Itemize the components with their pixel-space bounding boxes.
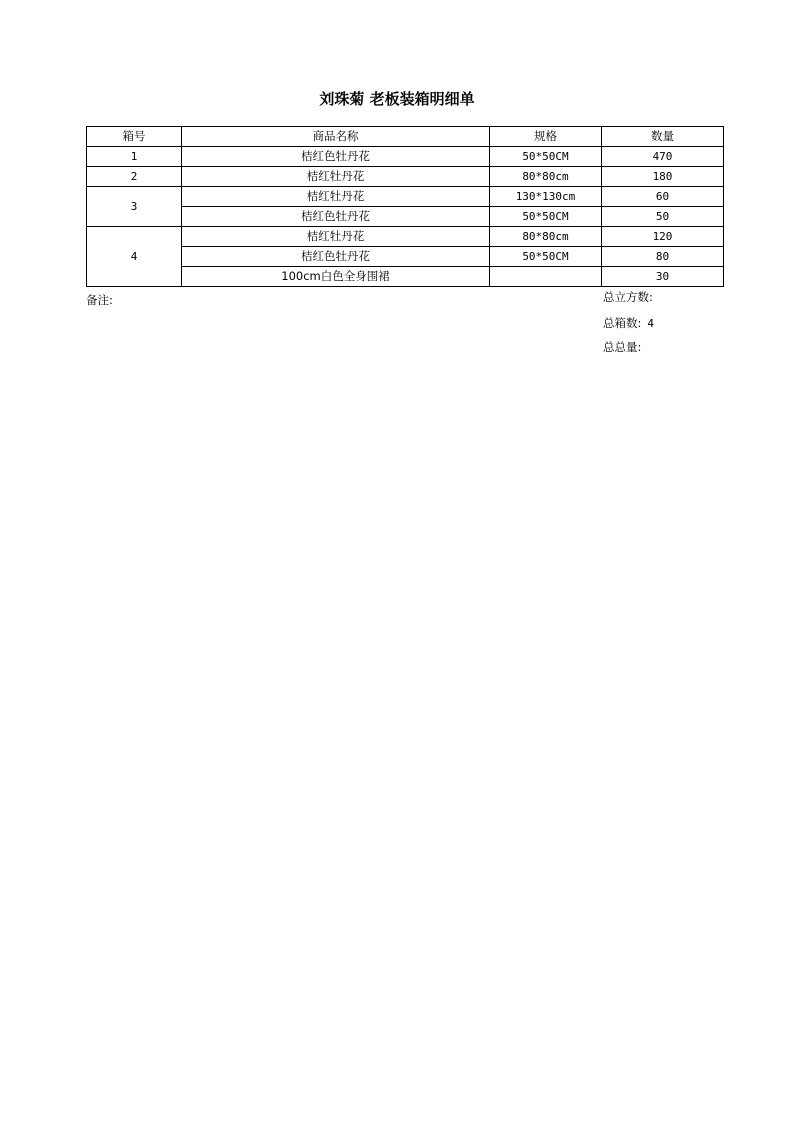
- table-row: [87, 147, 724, 167]
- spec-cell: 50*50CM: [490, 247, 602, 267]
- quantity-cell: 180: [602, 167, 724, 187]
- box-number-cell: 1: [87, 147, 182, 167]
- table-row: [87, 227, 724, 247]
- header-box-no: 箱号: [87, 127, 182, 147]
- spec-cell: 130*130cm: [490, 187, 602, 207]
- quantity-cell: 80: [602, 247, 724, 267]
- quantity-cell: 470: [602, 147, 724, 167]
- product-name-cell: 桔红色牡丹花: [182, 147, 490, 167]
- table-row: [87, 247, 724, 267]
- spec-cell: [490, 267, 602, 287]
- table-header-row: [87, 127, 724, 147]
- product-name-cell: 桔红色牡丹花: [182, 247, 490, 267]
- total-boxes-value: 4: [647, 317, 654, 330]
- quantity-cell: 60: [602, 187, 724, 207]
- header-spec: 规格: [490, 127, 602, 147]
- total-volume-label: 总立方数:: [603, 290, 653, 304]
- spec-cell: 80*80cm: [490, 227, 602, 247]
- product-name-cell: 100cm白色全身围裙: [182, 267, 490, 287]
- box-number-cell: 3: [87, 187, 182, 227]
- quantity-cell: 120: [602, 227, 724, 247]
- quantity-cell: 50: [602, 207, 724, 227]
- product-name-cell: 桔红色牡丹花: [182, 207, 490, 227]
- table-row: [87, 207, 724, 227]
- header-quantity: 数量: [602, 127, 724, 147]
- page-title: 刘珠菊 老板装箱明细单: [319, 90, 475, 108]
- box-number-cell: 2: [87, 167, 182, 187]
- product-name-cell: 桔红牡丹花: [182, 227, 490, 247]
- spec-cell: 80*80cm: [490, 167, 602, 187]
- product-name-cell: 桔红牡丹花: [182, 187, 490, 207]
- total-boxes-label: 总箱数:: [603, 316, 642, 330]
- remark-label: 备注:: [86, 293, 113, 307]
- header-product-name: 商品名称: [182, 127, 490, 147]
- table-row: [87, 267, 724, 287]
- total-boxes-line: [603, 315, 654, 331]
- quantity-cell: 30: [602, 267, 724, 287]
- table-row: [87, 167, 724, 187]
- spec-cell: 50*50CM: [490, 207, 602, 227]
- packing-list-table: [86, 126, 724, 287]
- table-row: [87, 187, 724, 207]
- total-weight-label: 总总量:: [603, 340, 642, 354]
- box-number-cell: 4: [87, 227, 182, 287]
- product-name-cell: 桔红牡丹花: [182, 167, 490, 187]
- spec-cell: 50*50CM: [490, 147, 602, 167]
